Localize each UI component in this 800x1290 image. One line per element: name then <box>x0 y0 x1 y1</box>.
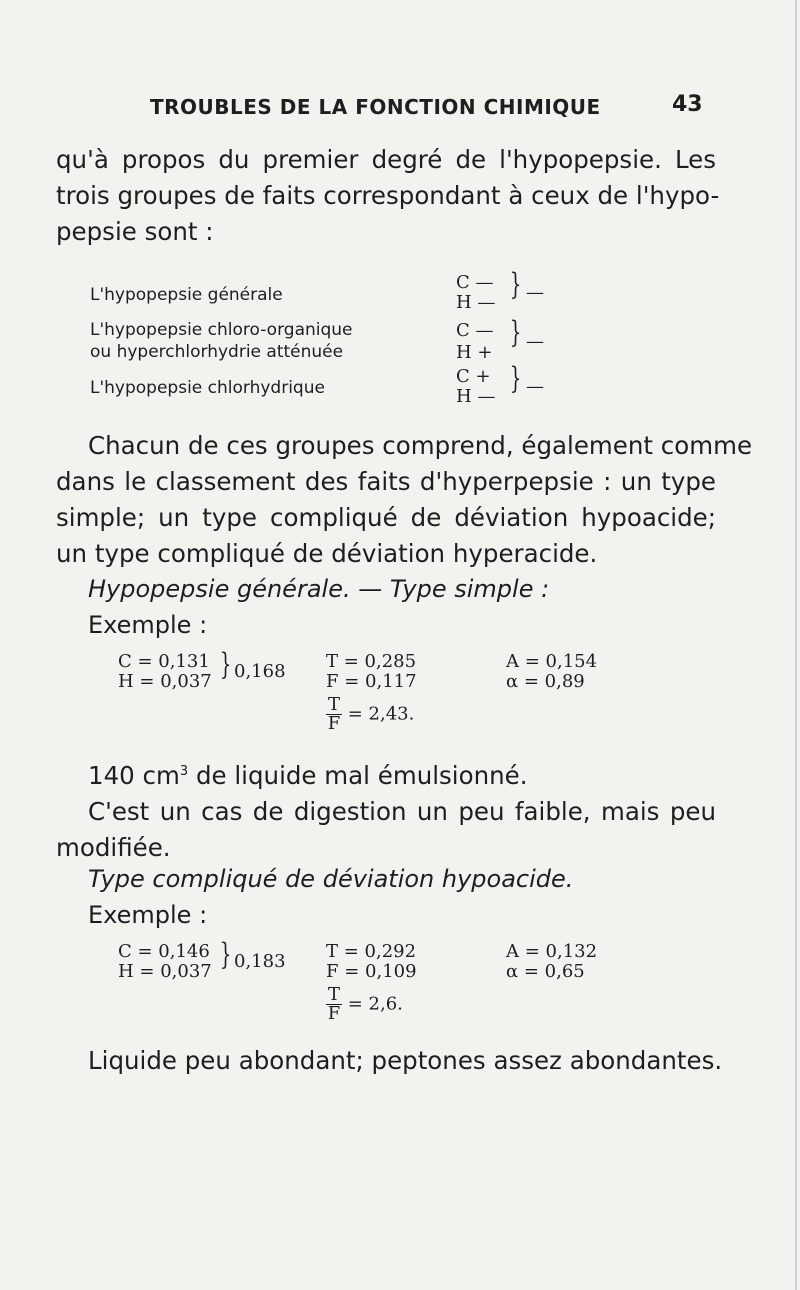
ratio-t-f <box>326 696 414 733</box>
value-sum: 0,183 <box>234 951 286 972</box>
brace-icon: } <box>219 937 232 972</box>
brace-icon: } <box>219 647 232 682</box>
example-label: Exemple : <box>88 611 208 639</box>
result-paragraph <box>56 754 716 866</box>
table-row-h: H — <box>456 386 496 407</box>
value-c: C = 0,131 <box>118 651 210 672</box>
value-c: C = 0,146 <box>118 941 210 962</box>
ratio-denominator: F <box>327 1003 341 1024</box>
intro-line: trois groupes de faits correspondant à ceux de l'hypo- <box>56 181 720 210</box>
intro-line: pepsie sont : <box>56 217 214 246</box>
page-edge-line <box>795 0 797 1290</box>
table-row-sign: — <box>526 376 544 397</box>
section-heading: Hypopepsie générale. — Type simple : <box>88 575 550 603</box>
types-line: dans le classement des faits d'hyperpepsie : un type <box>56 467 716 496</box>
volume-rest: de liquide mal émulsionné. <box>188 761 528 791</box>
types-line: simple; un type compliqué de déviation hypoacide; <box>56 503 716 532</box>
brace-icon: } <box>509 267 522 302</box>
brace-icon: } <box>509 361 522 396</box>
types-paragraph <box>56 428 753 572</box>
value-alpha: α = 0,65 <box>506 961 585 982</box>
intro-paragraph <box>56 142 720 250</box>
page-number: 43 <box>672 92 703 117</box>
value-h: H = 0,037 <box>118 671 212 692</box>
value-h: H = 0,037 <box>118 961 212 982</box>
value-f: F = 0,117 <box>326 671 417 692</box>
ratio-value: = 2,6. <box>347 993 403 1015</box>
volume-line <box>56 754 716 794</box>
types-line: Chacun de ces groupes comprend, également comme <box>88 431 753 460</box>
closing-line: Liquide peu abondant; peptones assez abondantes. <box>88 1046 723 1075</box>
running-title: TROUBLES DE LA FONCTION CHIMIQUE <box>150 95 601 119</box>
volume-superscript: 3 <box>179 764 189 779</box>
value-f: F = 0,109 <box>326 961 417 982</box>
value-sum: 0,168 <box>234 661 286 682</box>
types-line: un type compliqué de déviation hyperacide. <box>56 539 598 568</box>
example-label: Exemple : <box>88 901 208 929</box>
table-row-label: L'hypopepsie générale <box>90 285 283 305</box>
table-row-sign: — <box>526 331 544 352</box>
table-row-h: H — <box>456 292 496 313</box>
table-row-c: C + <box>456 366 491 387</box>
value-a: A = 0,132 <box>506 941 598 962</box>
ratio-t-f <box>326 986 403 1023</box>
ratio-value: = 2,43. <box>347 703 415 725</box>
section-heading: Type compliqué de déviation hypoacide. <box>88 865 574 893</box>
brace-icon: } <box>509 315 522 350</box>
table-row-label: ou hyperchlorhydrie atténuée <box>90 342 344 362</box>
value-t: T = 0,292 <box>326 941 417 962</box>
table-row-c: C — <box>456 320 494 341</box>
value-a: A = 0,154 <box>506 651 598 672</box>
intro-line: qu'à propos du premier degré de l'hypopepsie. Les <box>56 145 716 174</box>
table-row-label: L'hypopepsie chloro-organique <box>90 320 353 340</box>
volume-text: 140 cm <box>88 761 180 791</box>
value-alpha: α = 0,89 <box>506 671 585 692</box>
table-row-label: L'hypopepsie chlorhydrique <box>90 378 325 398</box>
result-line: modifiée. <box>56 833 171 863</box>
table-row-h: H + <box>456 342 493 363</box>
ratio-numerator: T <box>328 984 341 1005</box>
table-row-sign: — <box>526 282 544 303</box>
value-t: T = 0,285 <box>326 651 417 672</box>
ratio-numerator: T <box>328 694 341 715</box>
ratio-denominator: F <box>327 713 341 734</box>
result-line: C'est un cas de digestion un peu faible, mais peu <box>88 797 716 827</box>
table-row-c: C — <box>456 272 494 293</box>
